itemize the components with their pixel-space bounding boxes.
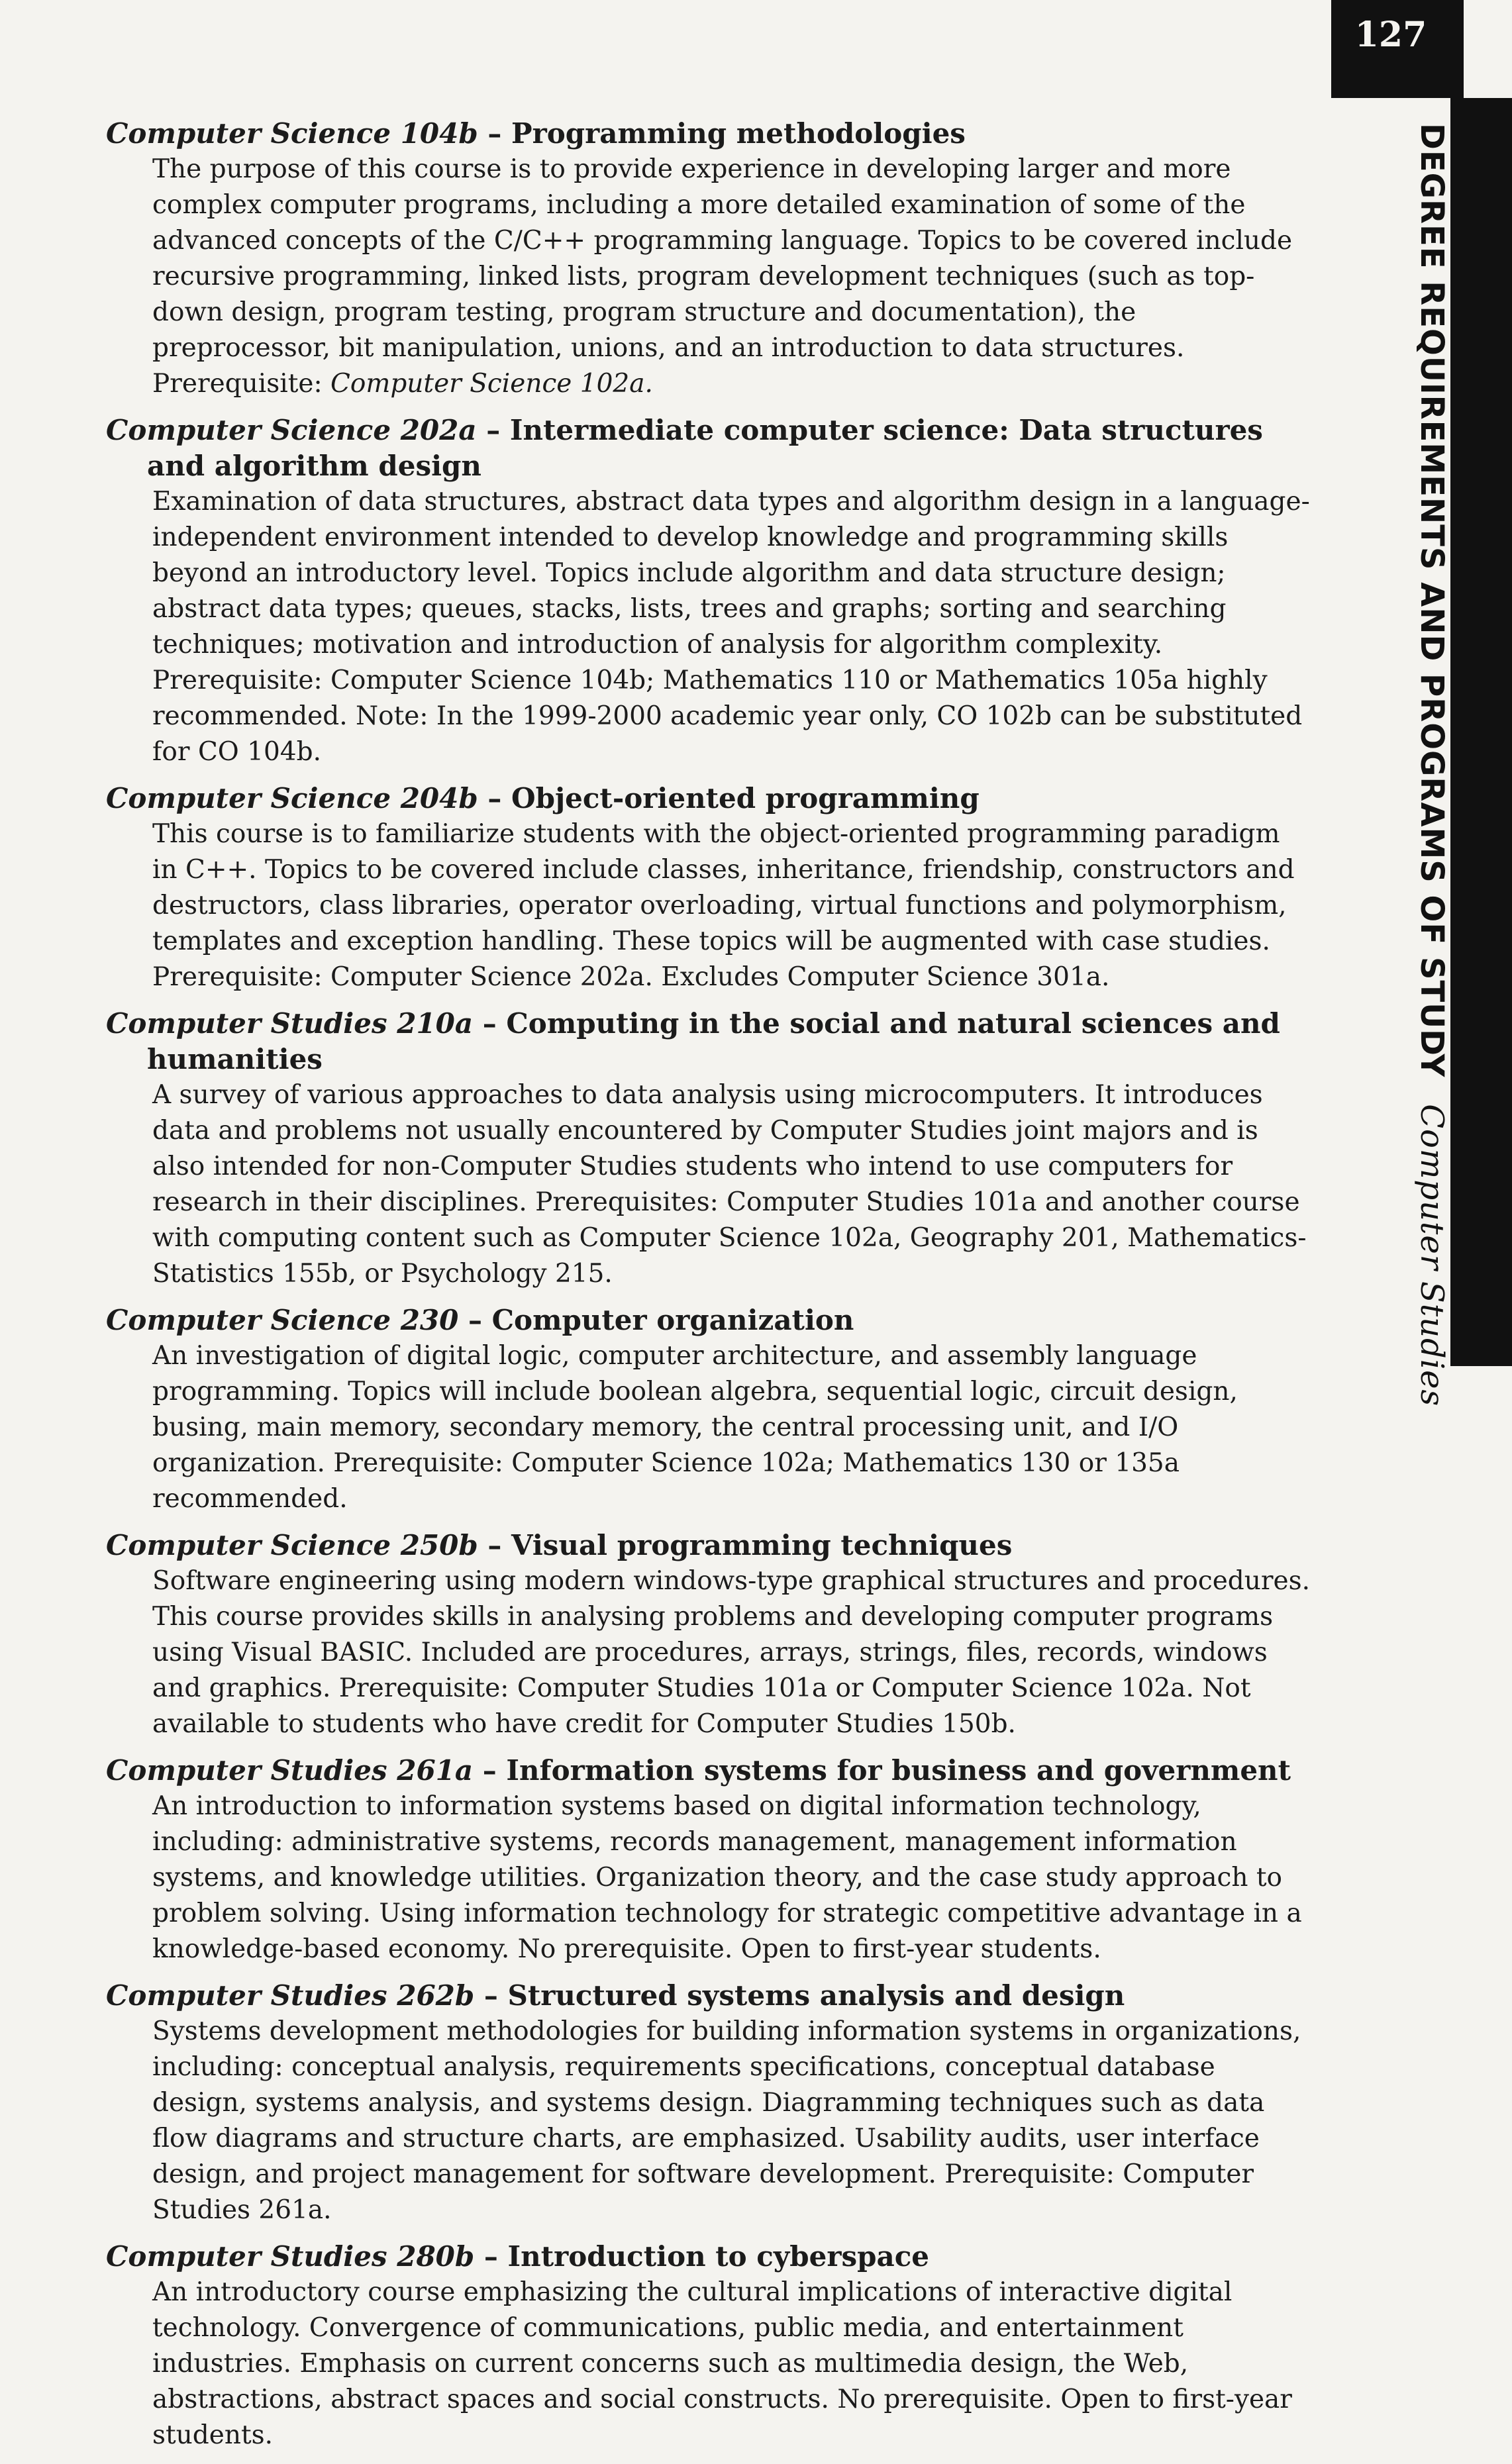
course-description: A survey of various approaches to data analysis using microcomputers. It introduces data and problems not usually encountered by Computer Studies joint majors and is also intended for non-Computer Studies students who intend to use computers for research in their disciplines. Prerequisites: Computer Studies 101a and another course with computing content such as Computer Science 102a, Geography 201, Mathematics-Statistics 155b, or Psychology 215. <box>152 1080 1307 1289</box>
course-code: Computer Studies 210a <box>106 1007 474 1040</box>
course-description: Software engineering using modern windows-type graphical structures and procedures. This course provides skills in analysing problems and developing computer programs using Visual BASIC. Included are procedures, arrays, strings, files, records, windows and graphics. Prerequisite: Computer Studies 101a or Computer Science 102a. Not available to students who have credit for Computer Studies 150b. <box>152 1566 1311 1739</box>
course-name: Programming methodologies <box>511 117 966 150</box>
course-name: Visual programming techniques <box>511 1529 1013 1561</box>
course-title: Computer Studies 261a – Information systems for business and government <box>106 1754 1291 1787</box>
course-entry <box>106 116 1311 402</box>
course-title: Computer Studies 280b – Introduction to cyberspace <box>106 2240 930 2273</box>
side-tab-subheading: Computer Studies <box>1413 1104 1450 1407</box>
course-description: This course is to familiarize students with the object-oriented programming paradigm in C++. Topics to be covered include classes, inheritance, friendship, constructors and destructors, class libraries, operator overloading, virtual functions and polymorphism, templates and exception handling. These topics will be augmented with case studies. Prerequisite: Computer Science 202a. Excludes Computer Science 301a. <box>152 819 1295 992</box>
course-name: Computing in the social and natural sciences and humanities <box>147 1007 1280 1075</box>
course-entry <box>106 1006 1311 1292</box>
course-title: Computer Studies 210a – Computing in the social and natural sciences and humanities <box>106 1007 1280 1075</box>
course-title: Computer Science 204b – Object-oriented programming <box>106 782 980 814</box>
course-code: Computer Studies 280b <box>106 2240 475 2273</box>
course-entry <box>106 781 1311 995</box>
course-code: Computer Science 104b <box>106 117 478 150</box>
course-description: Systems development methodologies for building information systems in organizations, including: conceptual analysis, requirements specifications, conceptual database design, systems analysis, and systems design. Diagramming techniques such as data flow diagrams and structure charts, are emphasized. Usability audits, user interface design, and project management for software development. Prerequisite: Computer Studies 261a. <box>152 2016 1301 2225</box>
side-tab-bar <box>1450 98 1512 1366</box>
course-entry <box>106 1528 1311 1742</box>
course-title: Computer Science 250b – Visual programming techniques <box>106 1529 1013 1561</box>
course-name: Introduction to cyberspace <box>507 2240 930 2273</box>
course-description: An introduction to information systems based on digital information technology, including: administrative systems, records management, management information systems, and knowledge utilities. Organization theory, and the case study approach to problem solving. Using information technology for strategic competitive advantage in a knowledge-based economy. No prerequisite. Open to first-year students. <box>152 1791 1302 1964</box>
course-code: Computer Science 204b <box>106 782 478 814</box>
course-title: Computer Science 202a – Intermediate computer science: Data structures and algorithm design <box>106 414 1263 482</box>
course-code: Computer Science 250b <box>106 1529 478 1561</box>
course-list <box>106 116 1311 2464</box>
course-title: Computer Studies 262b – Structured systems analysis and design <box>106 1979 1125 2012</box>
course-name: Information systems for business and government <box>506 1754 1291 1787</box>
course-entry <box>106 413 1311 770</box>
course-description: An investigation of digital logic, computer architecture, and assembly language programming. Topics will include boolean algebra, sequential logic, circuit design, busing, main memory, secondary memory, the central processing unit, and I/O organization. Prerequisite: Computer Science 102a; Mathematics 130 or 135a recommended. <box>152 1341 1238 1514</box>
course-entry <box>106 1303 1311 1517</box>
course-entry <box>106 1753 1311 1967</box>
course-code: Computer Science 202a <box>106 414 477 446</box>
course-description: An introductory course emphasizing the cultural implications of interactive digital technology. Convergence of communications, public media, and entertainment industries. Emphasis on current concerns such as multimedia design, the Web, abstractions, abstract spaces and social constructs. No prerequisite. Open to first-year students. <box>152 2277 1292 2450</box>
side-tab-heading: DEGREE REQUIREMENTS AND PROGRAMS OF STUDY <box>1413 123 1450 1078</box>
course-title: Computer Science 104b – Programming methodologies <box>106 117 966 150</box>
course-code: Computer Science 230 <box>106 1304 459 1336</box>
course-prerequisite: Computer Science 102a. <box>330 369 653 399</box>
course-name: Structured systems analysis and design <box>507 1979 1125 2012</box>
course-code: Computer Studies 262b <box>106 1979 475 2012</box>
course-name: Object-oriented programming <box>511 782 980 814</box>
course-name: Computer organization <box>491 1304 854 1336</box>
course-code: Computer Studies 261a <box>106 1754 474 1787</box>
course-entry <box>106 1978 1311 2228</box>
course-description: Examination of data structures, abstract data types and algorithm design in a language-independent environment intended to develop knowledge and programming skills beyond an introductory level. Topics include algorithm and data structure design; abstract data types; queues, stacks, lists, trees and graphs; sorting and searching techniques; motivation and introduction of analysis for algorithm complexity. Prerequisite: Computer Science 104b; Mathematics 110 or Mathematics 105a highly recommended. Note: In the 1999-2000 academic year only, CO 102b can be substituted for CO 104b. <box>152 487 1310 767</box>
side-tab-text <box>1413 123 1450 1406</box>
course-description-text: The purpose of this course is to provide experience in developing larger and more complex computer programs, including a more detailed examination of some of the advanced concepts of the C/C++ programming language. Topics to be covered include recursive programming, linked lists, program development techniques (such as top-down design, program testing, program structure and documentation), the preprocessor, bit manipulation, unions, and an introduction to data structures. Prerequisite: <box>152 154 1293 399</box>
course-name: Intermediate computer science: Data structures and algorithm design <box>147 414 1263 482</box>
course-title: Computer Science 230 – Computer organization <box>106 1304 854 1336</box>
course-description <box>106 152 1311 402</box>
page-number: 127 <box>1354 15 1427 55</box>
course-entry <box>106 2239 1311 2453</box>
